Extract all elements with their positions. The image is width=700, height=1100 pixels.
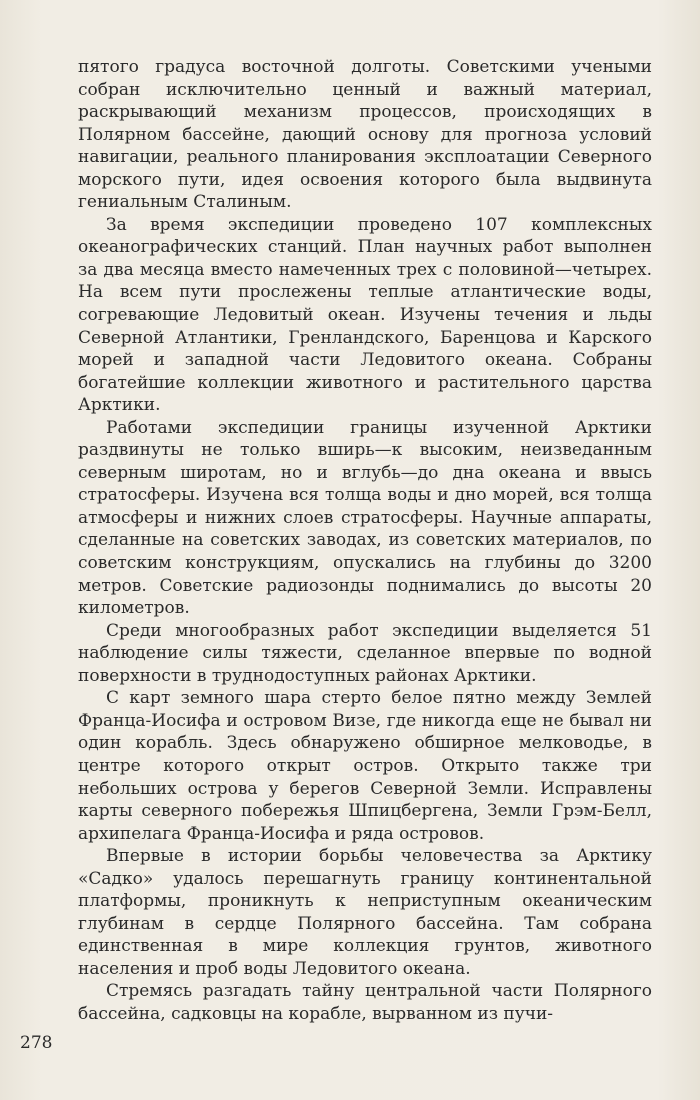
paragraph-gravity-observations: Среди многообразных работ экспедиции выделяется 51 наблюдение силы тяжести, сделанное впервые по водной поверхности в труднодоступных районах Арктики. [78, 620, 652, 686]
paragraph-oceanographic-stations: За время экспедиции проведено 107 комплексных океанографических станций. План научных работ выполнен за два месяца вместо намеченных трех с половиной—четырех. На всем пути прослежены теплые атлантические воды, согревающие Ледовитый океан. Изучены течения и льды Северной Атлантики, Гренландского, Баренцова и Карского морей и западной части Ледовитого океана. Собраны богатейшие коллекции животного и растительного царства Арктики. [78, 214, 652, 416]
page-number: 278 [20, 1033, 53, 1053]
paragraph-central-basin: Стремясь разгадать тайну центральной части Полярного бассейна, садковцы на корабле, вырванном из пучи- [78, 981, 652, 1024]
paragraph-map-discoveries: С карт земного шара стерто белое пятно между Землей Франца-Иосифа и островом Визе, где никогда еще не бывал ни один корабль. Здесь обнаружено обширное мелководье, в центре которого открыт остров. Открыто также три небольших острова у берегов Северной Земли. Исправлены карты северного побережья Шпицбергена, Земли Грэм-Белл, архипелага Франца-Иосифа и ряда островов. [78, 688, 652, 844]
paragraph-sadko-history: Впервые в истории борьбы человечества за Арктику «Садко» удалось перешагнуть границу континентальной платформы, проникнуть к неприступным океаническим глубинам в сердце Полярного бассейна. Там собрана единственная в мире коллекция грунтов, животного населения и проб воды Ледовитого океана. [78, 846, 652, 979]
body-text [78, 56, 652, 1026]
paragraph-arctic-boundaries: Работами экспедиции границы изученной Арктики раздвинуты не только вширь—к высоким, неизведанным северным широтам, но и вглубь—до дна океана и ввысь стратосферы. Изучена вся толща воды и дно морей, вся толща атмосферы и нижних слоев стратосферы. Научные аппараты, сделанные на советских заводах, из советских материалов, по советским конструкциям, опускались на глубины до 3200 метров. Советские радиозонды поднимались до высоты 20 километров. [78, 417, 652, 619]
paragraph-continued: пятого градуса восточной долготы. Советскими учеными собран исключительно ценный и важный материал, раскрывающий механизм процессов, происходящих в Полярном бассейне, дающий основу для прогноза условий навигации, реального планирования эксплоатации Северного морского пути, идея освоения которого была выдвинута гениальным Сталиным. [78, 57, 652, 213]
